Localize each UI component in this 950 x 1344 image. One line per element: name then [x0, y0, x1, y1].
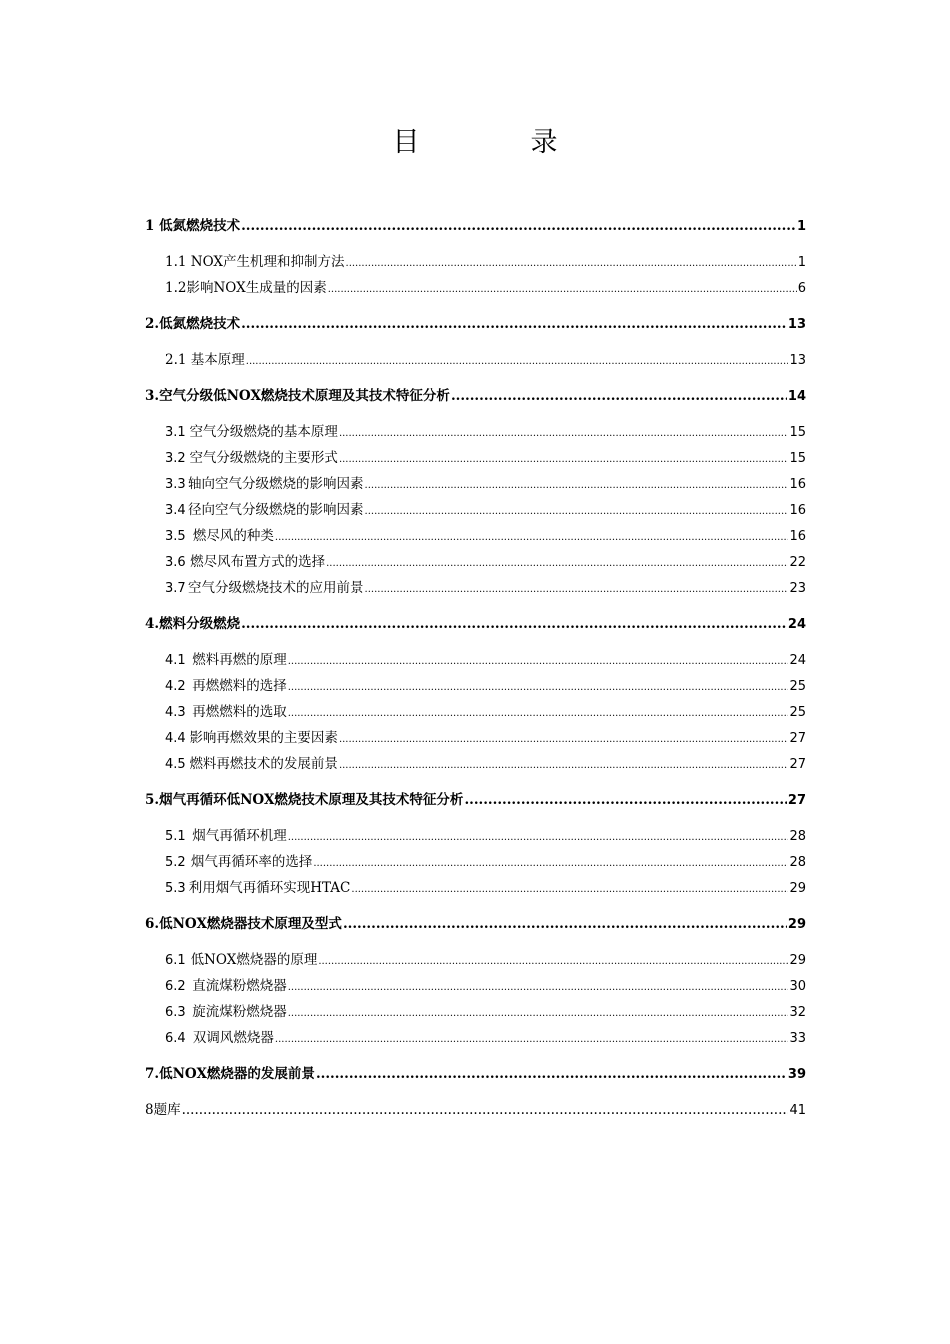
toc-entry-text: 空气分级燃烧的基本原理 [189, 424, 338, 440]
toc-entry-number: 3.2 [165, 451, 186, 466]
toc-dot-leader [288, 828, 789, 844]
toc-page-number: 29 [789, 953, 806, 968]
toc-entry-number: 6.4 [165, 1031, 186, 1046]
toc-dot-leader [365, 502, 789, 518]
toc-entry-text: 空气分级燃烧技术的应用前景 [188, 580, 364, 596]
toc-dot-leader [275, 528, 789, 544]
toc-page-number: 16 [789, 529, 806, 544]
toc-dot-leader [464, 792, 786, 808]
toc-page-number: 27 [787, 793, 806, 808]
toc-entry-text: 再燃燃料的选取 [192, 704, 287, 720]
toc-entry-text: 空气分级燃烧的主要形式 [189, 450, 338, 466]
toc-section-entry[interactable] [145, 348, 806, 374]
toc-dot-leader [288, 978, 789, 994]
toc-entry-text: 烟气再循环率的选择 [190, 854, 313, 870]
toc-page-number: 22 [789, 555, 806, 570]
toc-entry-text: 1.2影响NOX生成量的因素 [165, 280, 327, 296]
toc-page-number: 15 [789, 451, 806, 466]
toc-dot-leader [246, 352, 789, 368]
toc-chapter-entry[interactable] [145, 312, 806, 338]
toc-entry-text: 燃尽风的种类 [192, 528, 274, 544]
toc-page-number: 41 [789, 1103, 806, 1118]
toc-entry-text: 燃料再燃的原理 [192, 652, 287, 668]
toc-dot-leader [241, 316, 787, 332]
toc-entry-text: 烟气再循环机理 [192, 828, 287, 844]
toc-dot-leader [365, 580, 789, 596]
toc-page-number: 25 [789, 705, 806, 720]
toc-entry-text: 径向空气分级燃烧的影响因素 [188, 502, 364, 518]
toc-dot-leader [275, 1030, 789, 1046]
toc-page-number: 32 [789, 1005, 806, 1020]
toc-entry-text: 6.低NOX燃烧器技术原理及型式 [145, 916, 342, 932]
toc-entry-text: 8题库 [145, 1102, 181, 1118]
toc-page-number: 1 [797, 255, 806, 270]
toc-chapter-entry[interactable] [145, 1062, 806, 1088]
toc-section-entry[interactable] [145, 446, 806, 472]
toc-entry-number: 6.2 [165, 979, 186, 994]
toc-entry-number: 5.2 [165, 855, 186, 870]
toc-page-number: 33 [789, 1031, 806, 1046]
toc-dot-leader [339, 730, 789, 746]
toc-page-number: 16 [789, 503, 806, 518]
toc-section-entry[interactable] [145, 752, 806, 778]
toc-entry-number: 4.5 [165, 757, 186, 772]
toc-section-entry[interactable] [145, 648, 806, 674]
toc-page-number: 28 [789, 855, 806, 870]
toc-chapter-entry[interactable] [145, 612, 806, 638]
toc-dot-leader [343, 916, 787, 932]
toc-page-number: 30 [789, 979, 806, 994]
toc-entry-number: 4.2 [165, 679, 186, 694]
toc-entry-text: 轴向空气分级燃烧的影响因素 [188, 476, 364, 492]
toc-dot-leader [346, 254, 797, 270]
toc-page-number: 14 [787, 389, 806, 404]
toc-entry-text: 利用烟气再循环实现HTAC [188, 880, 351, 896]
toc-chapter-entry[interactable] [145, 214, 806, 240]
toc-section-entry[interactable] [145, 524, 806, 550]
toc-section-entry[interactable] [145, 498, 806, 524]
toc-dot-leader [339, 450, 789, 466]
toc-entry-number: 3.7 [165, 581, 186, 596]
toc-entry-text: 1.1 NOX产生机理和抑制方法 [165, 254, 345, 270]
toc-entry-number: 6.1 [165, 953, 186, 968]
toc-entry-number: 5.1 [165, 829, 186, 844]
toc-dot-leader [288, 678, 789, 694]
toc-entry-text: 直流煤粉燃烧器 [192, 978, 287, 994]
toc-page-number: 13 [787, 317, 806, 332]
toc-page-number: 28 [789, 829, 806, 844]
toc-entry-text: 2.低氮燃烧技术 [145, 316, 241, 332]
toc-entry-number: 4.3 [165, 705, 186, 720]
toc-section-entry[interactable] [145, 1026, 806, 1052]
table-of-contents [145, 214, 806, 1124]
toc-page-number: 39 [787, 1067, 806, 1082]
toc-section-entry[interactable] [145, 700, 806, 726]
toc-entry-text: 旋流煤粉燃烧器 [192, 1004, 287, 1020]
toc-section-entry[interactable] [145, 576, 806, 602]
toc-entry-text: 影响再燃效果的主要因素 [189, 730, 338, 746]
toc-section-entry[interactable] [145, 250, 806, 276]
toc-entry-number: 3.4 [165, 503, 186, 518]
toc-page-number: 25 [789, 679, 806, 694]
toc-entry-number: 3.5 [165, 529, 186, 544]
toc-chapter-entry[interactable] [145, 788, 806, 814]
toc-dot-leader [339, 756, 789, 772]
toc-section-entry[interactable] [145, 948, 806, 974]
toc-section-entry[interactable] [145, 824, 806, 850]
toc-entry-number: 4.1 [165, 653, 186, 668]
toc-entry-text: 4.燃料分级燃烧 [145, 616, 241, 632]
toc-page-number: 23 [789, 581, 806, 596]
toc-entry-text: 7.低NOX燃烧器的发展前景 [145, 1066, 315, 1082]
toc-dot-leader [288, 704, 789, 720]
toc-section-entry[interactable] [145, 276, 806, 302]
toc-chapter-entry[interactable] [145, 1098, 806, 1124]
toc-page-number: 24 [787, 617, 806, 632]
toc-dot-leader [318, 952, 788, 968]
toc-page-number: 13 [789, 353, 806, 368]
toc-entry-number: 3.6 [165, 555, 186, 570]
toc-entry-text: 1 低氮燃烧技术 [145, 218, 241, 234]
toc-section-entry[interactable] [145, 1000, 806, 1026]
toc-dot-leader [365, 476, 789, 492]
toc-entry-number: 5.3 [165, 881, 186, 896]
toc-dot-leader [182, 1102, 789, 1118]
toc-page-number: 29 [787, 917, 806, 932]
toc-entry-number: 4.4 [165, 731, 186, 746]
toc-entry-text: 低NOX燃烧器的原理 [190, 952, 318, 968]
toc-entry-text: 3.空气分级低NOX燃烧技术原理及其技术特征分析 [145, 388, 450, 404]
toc-entry-text: 燃料再燃技术的发展前景 [189, 756, 338, 772]
toc-dot-leader [241, 218, 796, 234]
toc-section-entry[interactable] [145, 974, 806, 1000]
toc-dot-leader [328, 280, 797, 296]
toc-section-entry[interactable] [145, 420, 806, 446]
toc-page-number: 27 [789, 757, 806, 772]
toc-section-entry[interactable] [145, 850, 806, 876]
toc-entry-text: 双调风燃烧器 [192, 1030, 274, 1046]
toc-page-number: 1 [796, 219, 806, 234]
toc-dot-leader [351, 880, 788, 896]
toc-dot-leader [339, 424, 789, 440]
toc-section-entry[interactable] [145, 472, 806, 498]
toc-dot-leader [316, 1066, 787, 1082]
toc-entry-text: 2.1 基本原理 [165, 352, 245, 368]
toc-page-number: 27 [789, 731, 806, 746]
toc-title: 目 录 [392, 127, 600, 158]
toc-chapter-entry[interactable] [145, 912, 806, 938]
toc-chapter-entry[interactable] [145, 384, 806, 410]
toc-entry-number: 3.1 [165, 425, 186, 440]
toc-page-number: 6 [797, 281, 806, 296]
toc-entry-number: 3.3 [165, 477, 186, 492]
toc-section-entry[interactable] [145, 550, 806, 576]
toc-section-entry[interactable] [145, 726, 806, 752]
toc-entry-text: 5.烟气再循环低NOX燃烧技术原理及其技术特征分析 [145, 792, 464, 808]
toc-page-number: 16 [789, 477, 806, 492]
toc-page-number: 24 [789, 653, 806, 668]
toc-dot-leader [288, 1004, 789, 1020]
toc-page-number: 15 [789, 425, 806, 440]
toc-entry-text: 再燃燃料的选择 [192, 678, 287, 694]
toc-dot-leader [313, 854, 788, 870]
toc-section-entry[interactable] [145, 674, 806, 700]
toc-dot-leader [326, 554, 788, 570]
toc-dot-leader [241, 616, 787, 632]
toc-dot-leader [288, 652, 789, 668]
toc-entry-text: 燃尽风布置方式的选择 [190, 554, 326, 570]
toc-dot-leader [451, 388, 787, 404]
toc-section-entry[interactable] [145, 876, 806, 902]
toc-page-number: 29 [789, 881, 806, 896]
toc-entry-number: 6.3 [165, 1005, 186, 1020]
